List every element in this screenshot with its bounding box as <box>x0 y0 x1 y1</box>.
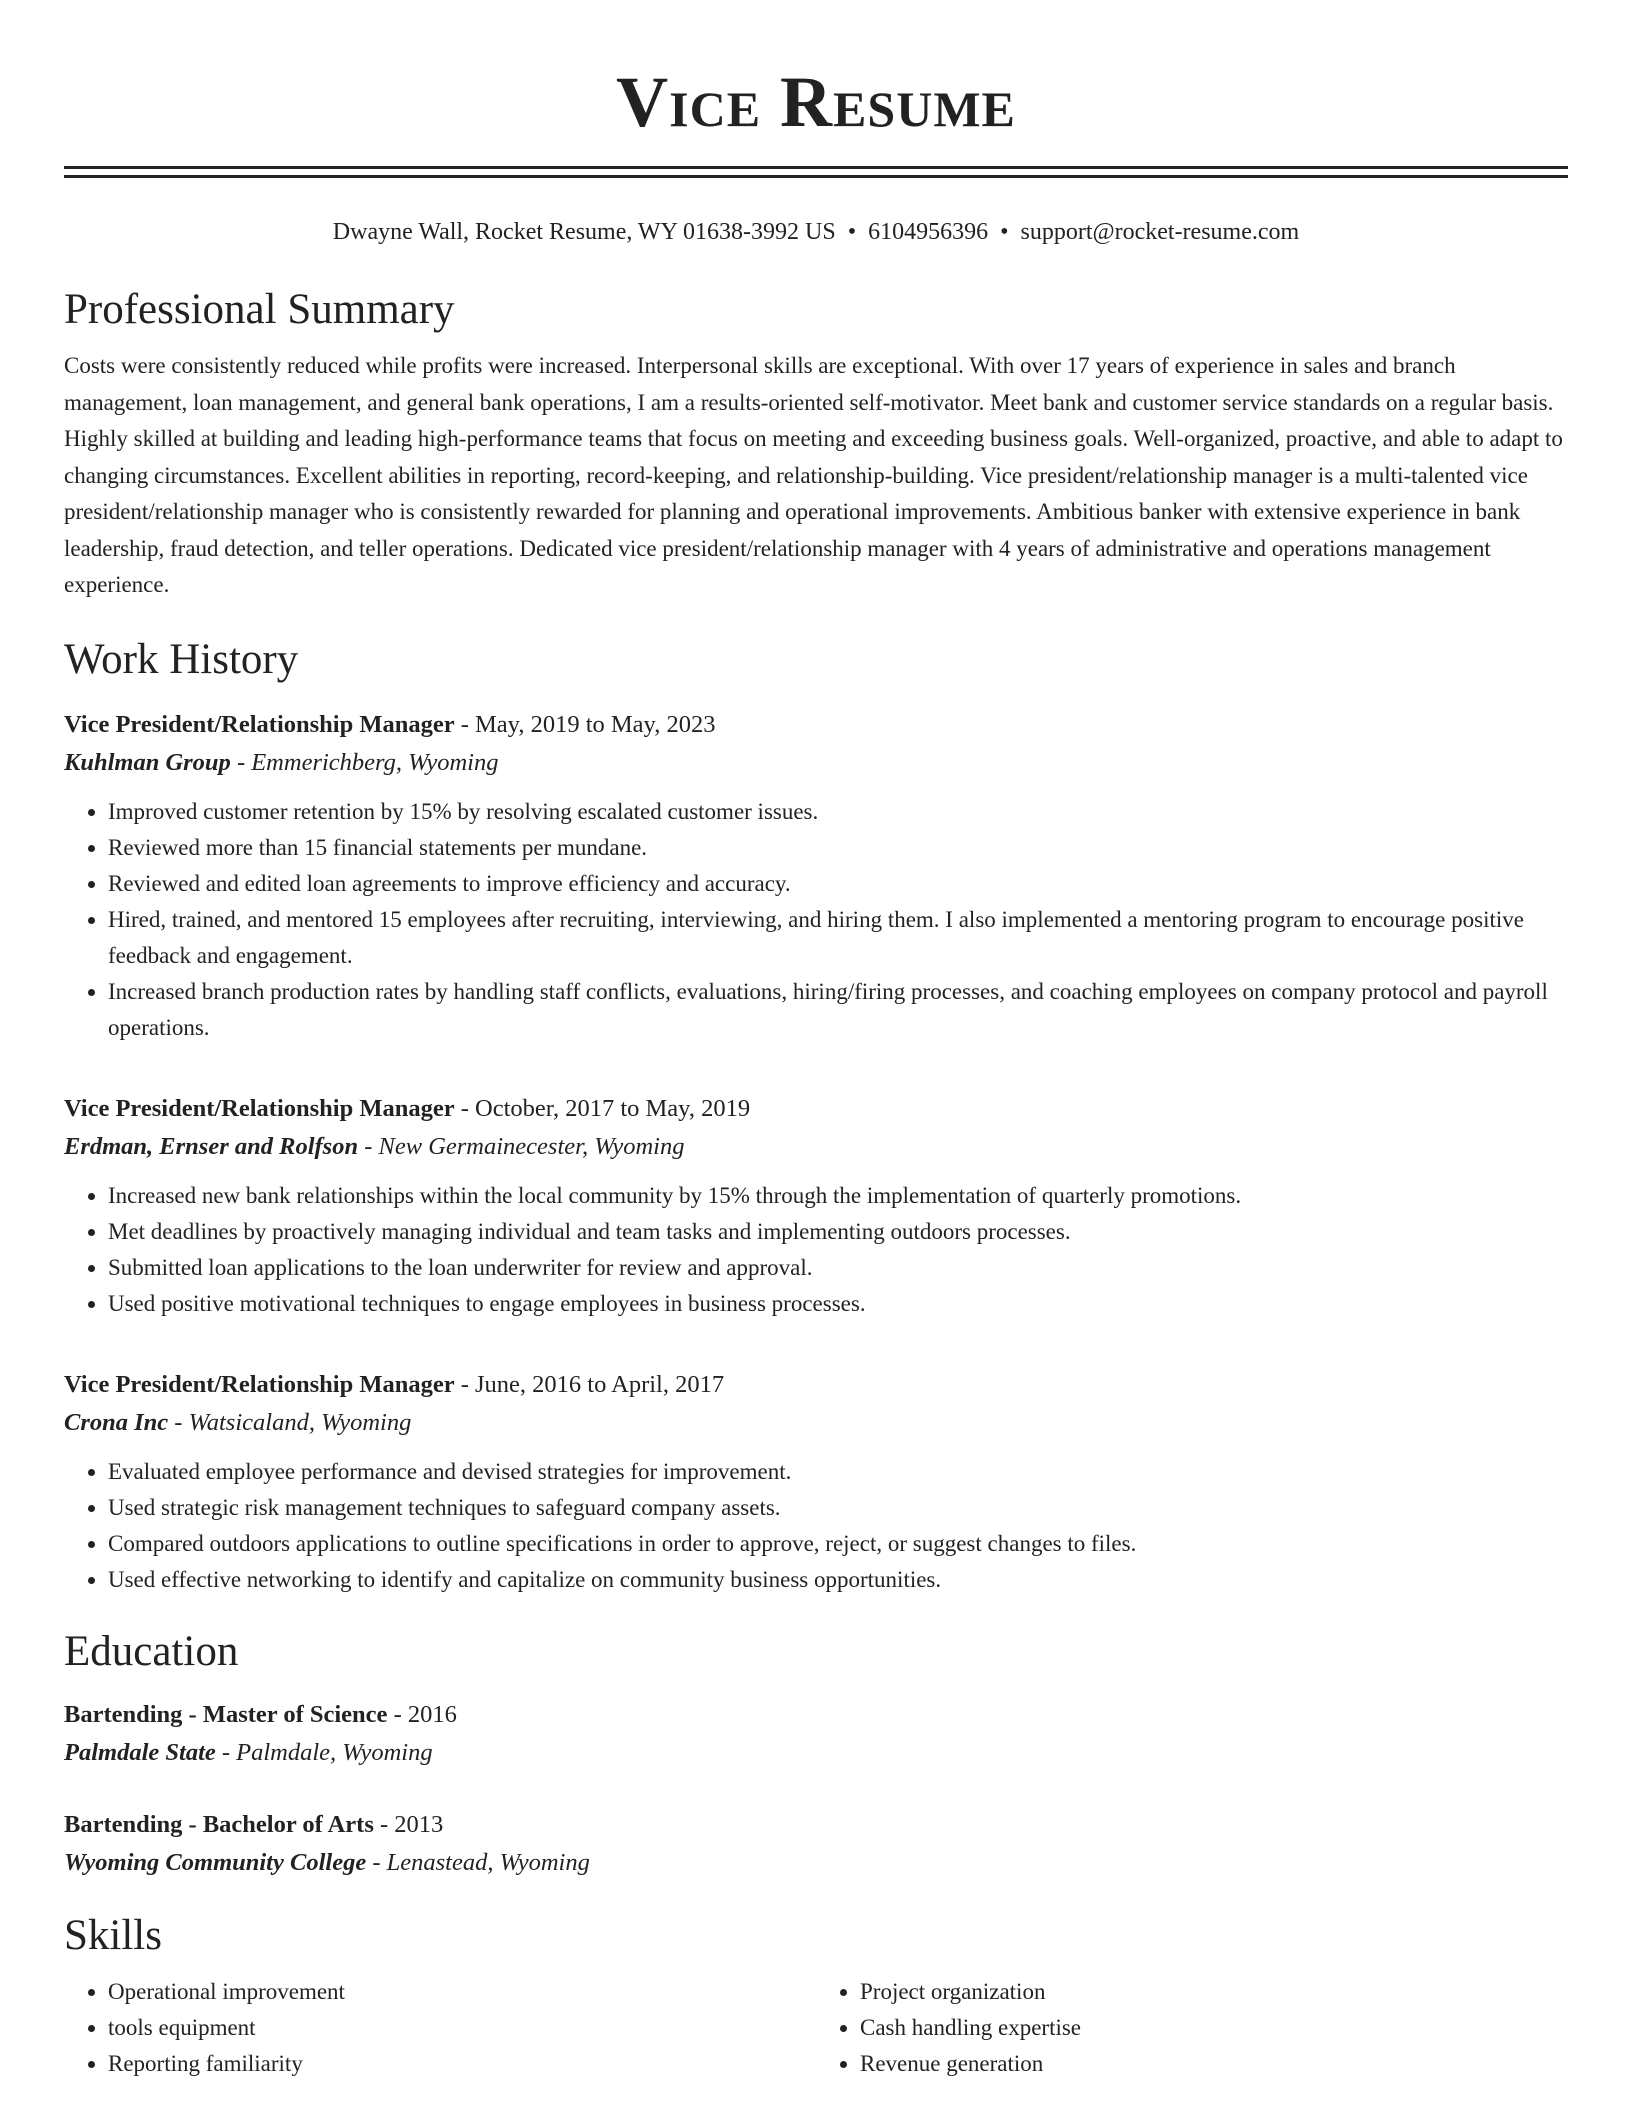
job-title: Vice President/Relationship Manager <box>64 710 455 738</box>
job-bullet: • Submitted loan applications to the loan underwriter for review and approval. <box>108 1250 1568 1286</box>
job-bullet: • Reviewed more than 15 financial statements per mundane. <box>108 830 1568 866</box>
job-bullet: • Increased new bank relationships within the local community by 15% through the implementation of quarterly promotions. <box>108 1178 1568 1214</box>
job-dates: - May, 2019 to May, 2023 <box>454 710 716 738</box>
job-title: Vice President/Relationship Manager <box>64 1370 455 1398</box>
education-school: Palmdale State <box>64 1738 216 1766</box>
skill-item: • Project organization <box>860 1974 1568 2010</box>
job-entry <box>64 1366 1568 1598</box>
summary-section <box>64 284 1568 604</box>
education-degree: Bartending - Master of Science <box>64 1700 388 1728</box>
job-bullet: • Used effective networking to identify and capitalize on community business opportunities. <box>108 1562 1568 1598</box>
job-company-line <box>64 1128 1568 1166</box>
education-school-line <box>64 1844 1568 1882</box>
skill-item: • Operational improvement <box>108 1974 816 2010</box>
job-bullets <box>64 794 1568 1046</box>
job-location: - Watsicaland, Wyoming <box>168 1408 412 1436</box>
job-entry <box>64 1090 1568 1322</box>
skill-item: • Revenue generation <box>860 2046 1568 2082</box>
skill-item: • Cash handling expertise <box>860 2010 1568 2046</box>
job-bullets <box>64 1454 1568 1598</box>
skill-item: • Reporting familiarity <box>108 2046 816 2082</box>
job-title-line <box>64 1366 1568 1404</box>
skill-item: • tools equipment <box>108 2010 816 2046</box>
job-company: Erdman, Ernser and Rolfson <box>64 1132 359 1160</box>
job-bullet: • Reviewed and edited loan agreements to improve efficiency and accuracy. <box>108 866 1568 902</box>
education-degree-line <box>64 1806 1568 1844</box>
education-year: - 2016 <box>387 1700 457 1728</box>
job-title-line <box>64 1090 1568 1128</box>
education-school: Wyoming Community College <box>64 1848 367 1876</box>
education-entry <box>64 1696 1568 1772</box>
job-location: - Emmerichberg, Wyoming <box>230 748 499 776</box>
skills-left-column <box>64 1974 816 2082</box>
job-bullet: • Used strategic risk management techniques to safeguard company assets. <box>108 1490 1568 1526</box>
job-company-line <box>64 1404 1568 1442</box>
job-bullet: • Evaluated employee performance and devised strategies for improvement. <box>108 1454 1568 1490</box>
summary-text: Costs were consistently reduced while profits were increased. Interpersonal skills are exceptional. With over 17 years of experience in sales and branch management, loan management, and general bank operations, I am a results-oriented self-motivator. Meet bank and customer service standards on a regular basis. Highly skilled at building and leading high-performance teams that focus on meeting and exceeding business goals. Well-organized, proactive, and able to adapt to changing circumstances. Excellent abilities in reporting, record-keeping, and relationship-building. Vice president/relationship manager is a multi-talented vice president/relationship manager who is consistently rewarded for planning and operational improvements. Ambitious banker with extensive experience in bank leadership, fraud detection, and teller operations. Dedicated vice president/relationship manager with 4 years of administrative and operations management experience. <box>64 353 1563 597</box>
skills-right-column <box>816 1974 1568 2082</box>
job-bullet: • Met deadlines by proactively managing individual and team tasks and implementing outdoors processes. <box>108 1214 1568 1250</box>
skills-columns <box>64 1974 1568 2082</box>
contact-separator: • <box>847 219 857 245</box>
skills-heading: Skills <box>64 1911 162 1959</box>
job-title-line <box>64 706 1568 744</box>
job-title: Vice President/Relationship Manager <box>64 1094 455 1122</box>
contact-separator: • <box>1000 219 1009 245</box>
job-bullet: • Improved customer retention by 15% by resolving escalated customer issues. <box>108 794 1568 830</box>
job-dates: - June, 2016 to April, 2017 <box>454 1370 725 1398</box>
skills-section <box>64 1910 1568 2082</box>
job-company: Crona Inc <box>64 1408 169 1436</box>
resume-title: Vice Resume <box>616 62 1016 142</box>
job-location: - New Germainecester, Wyoming <box>358 1132 685 1160</box>
education-location: - Lenastead, Wyoming <box>366 1848 590 1876</box>
job-bullets <box>64 1178 1568 1322</box>
work-history-heading: Work History <box>64 635 299 683</box>
education-section <box>64 1626 1568 1882</box>
work-history-section <box>64 634 1568 1598</box>
contact-email: support@rocket-resume.com <box>1020 219 1300 245</box>
title-divider-top <box>64 166 1568 169</box>
job-company-line <box>64 744 1568 782</box>
job-dates: - October, 2017 to May, 2019 <box>454 1094 751 1122</box>
title-divider-bottom <box>64 175 1568 178</box>
education-school-line <box>64 1734 1568 1772</box>
summary-heading: Professional Summary <box>64 286 455 333</box>
job-bullet: • Increased branch production rates by handling staff conflicts, evaluations, hiring/firing processes, and coaching employees on company protocol and payroll operations. <box>108 974 1568 1046</box>
job-bullet: • Used positive motivational techniques to engage employees in business processes. <box>108 1286 1568 1322</box>
job-company: Kuhlman Group <box>64 748 231 776</box>
job-bullet: • Compared outdoors applications to outline specifications in order to approve, reject, or suggest changes to files. <box>108 1526 1568 1562</box>
education-location: - Palmdale, Wyoming <box>215 1738 433 1766</box>
contact-address: Dwayne Wall, Rocket Resume, WY 01638-3992 US <box>332 219 836 245</box>
education-year: - 2013 <box>373 1810 444 1838</box>
education-degree-line <box>64 1696 1568 1734</box>
contact-phone: 6104956396 <box>868 219 989 245</box>
job-bullet: • Hired, trained, and mentored 15 employees after recruiting, interviewing, and hiring them. I also implemented a mentoring program to encourage positive feedback and engagement. <box>108 902 1568 974</box>
education-heading: Education <box>64 1627 239 1675</box>
education-degree: Bartending - Bachelor of Arts <box>64 1810 374 1838</box>
contact-line <box>64 216 1568 248</box>
job-entry <box>64 706 1568 1046</box>
education-entry <box>64 1806 1568 1882</box>
